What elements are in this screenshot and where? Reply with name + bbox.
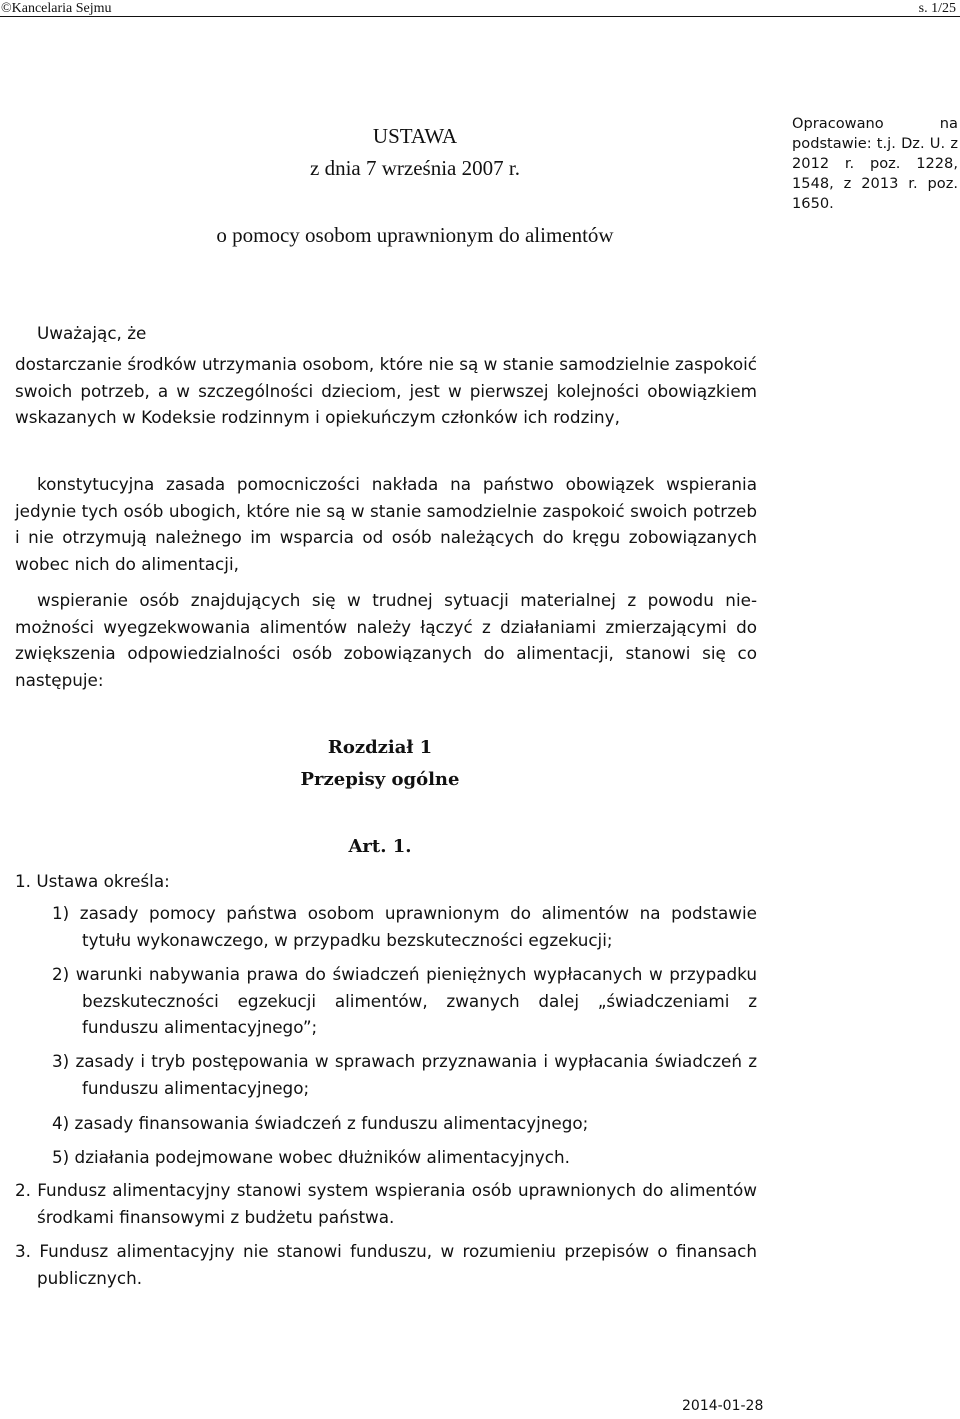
list-item: 3) zasady i tryb postępowania w sprawach przyznawania i wypłacania świadczeń z funduszu alimentacyjnego; [52,1051,757,1098]
chapter-title: Przepisy ogólne [300,769,460,790]
header-divider [0,16,960,17]
page-header [0,0,960,18]
footer-date: 2014-01-28 [682,1398,764,1414]
list-item: 5) działania podejmowane wobec dłużników alimentacyjnych. [52,1147,570,1167]
preamble-paragraph-2: konstytucyjna zasada pomocniczości nakłada na państwo obowiązek wspierania jedynie tych osób ubogich, które nie są w stanie samodzielnie zaspokoić swoich potrzeb i nie otrzymują należnego im wsparcia od osób należących do kręgu zobowiązanych wobec nich do alimentacji, [15,474,757,574]
header-publisher: ©Kancelaria Sejmu [1,1,112,16]
list-item: 1) zasady pomocy państwa osobom uprawnionym do alimentów na podstawie tytułu wykonawczego, w przypadku bezskuteczności egzekucji; [52,903,757,950]
list-item: 4) zasady finansowania świadczeń z funduszu alimentacyjnego; [52,1113,589,1133]
source-note: Opracowano na podstawie: t.j. Dz. U. z 2012 r. poz. 1228, 1548, z 2013 r. poz. 1650. [792,115,958,212]
act-title: o pomocy osobom uprawnionym do alimentów [216,223,614,247]
act-date: z dnia 7 września 2007 r. [310,156,520,180]
preamble-paragraph-3: wspieranie osób znajdujących się w trudnej sytuacji materialnej z powodu niemożności wyegzekwowania alimentów należy łączyć z działaniami zmierzającymi do zwiększenia odpowiedzialności osób zobowiązanych do alimentacji, stanowi się co następuje: [15,590,757,690]
header-page-number: s. 1/25 [918,1,956,16]
list-item: 2) warunki nabywania prawa do świadczeń pieniężnych wypłacanych w przypadku bezskuteczności egzekucji alimentów, zwanych dalej „świadczeniami z funduszu alimentacyjnego”; [52,964,757,1037]
preamble-intro: Uważając, że [37,323,147,343]
article-number: Art. 1. [348,836,412,857]
article-paragraph-3: 3. Fundusz alimentacyjny nie stanowi funduszu, w rozumieniu przepisów o finansach publicznych. [15,1241,757,1288]
article-paragraph-2: 2. Fundusz alimentacyjny stanowi system wspierania osób uprawnionych do alimentów środkami finansowymi z budżetu państwa. [15,1180,757,1227]
article-paragraph-1-intro: 1. Ustawa określa: [15,871,170,891]
chapter-number: Rozdział 1 [327,737,433,758]
act-type: USTAWA [372,124,458,148]
preamble-paragraph-1: dostarczanie środków utrzymania osobom, które nie są w stanie samodzielnie zaspokoić swoich potrzeb, a w szczególności dzieciom, jest w pierwszej kolejności obowiązkiem wskazanych w Kodeksie rodzinnym i opiekuńczym członków ich rodziny, [15,354,758,427]
